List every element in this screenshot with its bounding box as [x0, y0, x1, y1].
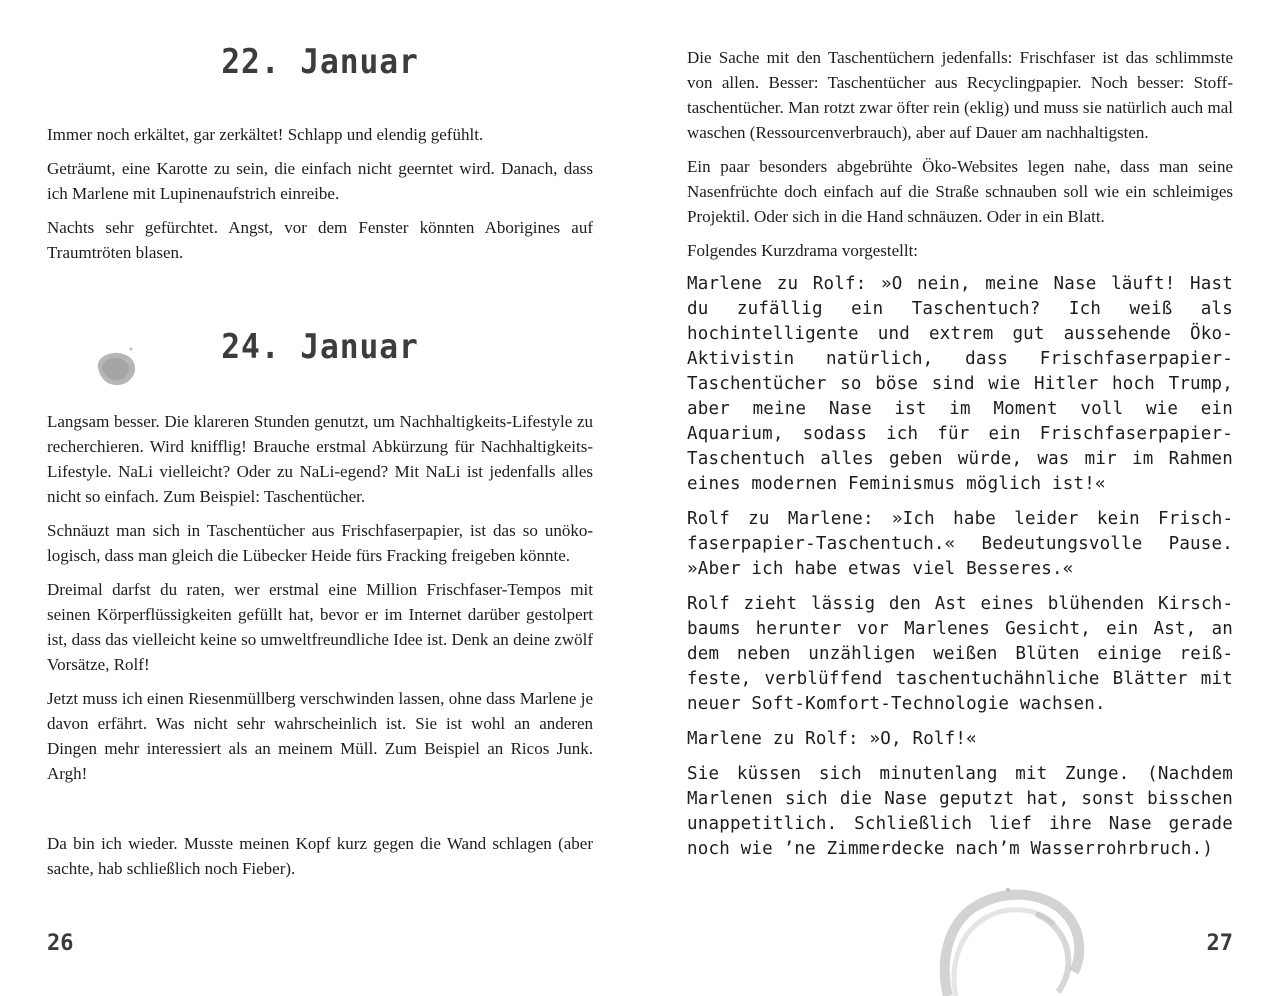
paragraph: Nachts sehr gefürchtet. Angst, vor dem Fenster könnten Aborigines auf Traumtröten blasen. [47, 218, 593, 262]
paragraph: Langsam besser. Die klareren Stunden genutzt, um Nachhaltigkeits-Lifestyle zu recherchieren. Wird knifflig! Brauche erstmal Abkürzung für Nachhaltigkeits-Lifestyle. NaLi vielleicht? Oder zu NaLi-egend? Mit NaLi ist jedenfalls alles nicht so einfach. Zum Beispiel: Taschentücher. [47, 412, 593, 506]
paragraph: Dreimal darfst du raten, wer erstmal eine Million Frischfaser-Tempos mit seinen Körperflüssigkeiten gefüllt hat, bevor er im Internet darüber gestolpert ist, dass das vielleicht keine so umweltfreundliche Idee ist. Denk an deine zwölf Vorsätze, Rolf! [47, 580, 593, 674]
right-page [640, 0, 1280, 996]
drama-paragraph: Rolf zieht lässig den Ast eines blühenden Kirschbaums herunter vor Marlenes Gesicht, ein Ast, an dem neben unzähligen weißen Blüten einige reißfeste, verblüffend taschentuchähnliche Blätter mit neuer Soft-Komfort-Technologie wachsen. [687, 594, 1233, 714]
drama-paragraph: Marlene zu Rolf: »O nein, meine Nase läuft! Hast du zufällig ein Taschentuch? Ich weiß als hochintelligente und extrem gut aussehende Öko-Aktivistin natürlich, dass Frischfaserpapier-Taschentücher so böse sind wie Hitler hoch Trump, aber meine Nase ist im Moment voll wie ein Aquarium, sodass ich für ein Frischfaserpapier-Taschentuch alles geben würde, was mir im Rahmen eines modernen Feminismus möglich ist!« [687, 274, 1233, 494]
paragraph: Die Sache mit den Taschentüchern jedenfalls: Frischfaser ist das schlimmste von allen. Besser: Taschentücher aus Recyclingpapier. Noch besser: Stofftaschentücher. Man rotzt zwar öfter rein (eklig) und muss sie natürlich auch mal waschen (Ressourcenverbrauch), aber auf Dauer am nachhaltigsten. [687, 48, 1233, 142]
coffee-stain-small-decoration [92, 346, 142, 390]
entry-heading-22-januar: 22. Januar [221, 42, 419, 82]
entry-22-januar [47, 122, 593, 265]
paragraph: Immer noch erkältet, gar zerkältet! Schlapp und elendig gefühlt. [47, 125, 484, 144]
entry-24-januar [47, 409, 593, 881]
coffee-ring-stain-decoration [936, 884, 1086, 996]
drama-paragraph: Rolf zu Marlene: »Ich habe leider kein Frischfaserpapier-Taschentuch.« Bedeutungsvolle Pause. »Aber ich habe etwas viel Besseres.« [687, 509, 1233, 579]
paragraph: Jetzt muss ich einen Riesenmüllberg verschwinden lassen, ohne dass Marlene je davon erfährt. Was nicht sehr wahrscheinlich ist. Sie ist wohl an anderen Dingen mehr interessiert als an meinem Müll. Zum Beispiel an Ricos Junk. Argh! [47, 689, 593, 783]
short-drama [687, 272, 1233, 862]
paragraph: Geträumt, eine Karotte zu sein, die einfach nicht geerntet wird. Danach, dass ich Marlene mit Lupinenaufstrich einreibe. [47, 159, 593, 203]
drama-paragraph: Sie küssen sich minutenlang mit Zunge. (Nachdem Marlenen sich die Nase geputzt hat, sonst bisschen unappetitlich. Schließlich lief ihre Nase gerade noch wie ’ne Zimmerdecke nach’m Wasserrohrbruch.) [687, 764, 1233, 859]
paragraph: Da bin ich wieder. Musste meinen Kopf kurz gegen die Wand schlagen (aber sachte, hab schließlich noch Fieber). [47, 834, 593, 878]
paragraph: Ein paar besonders abgebrühte Öko-Websites legen nahe, dass man seine Nasenfrüchte doch einfach auf die Straße schnauben soll wie ein schleimiges Projektil. Oder sich in die Hand schnäuzen. Oder in ein Blatt. [687, 157, 1233, 226]
entry-heading-24-januar: 24. Januar [221, 327, 419, 367]
page-number-left: 26 [47, 931, 74, 956]
paragraph: Schnäuzt man sich in Taschentücher aus Frischfaserpapier, ist das so unökologisch, dass man gleich die Lübecker Heide fürs Fracking freigeben könnte. [47, 521, 593, 565]
drama-paragraph: Marlene zu Rolf: »O, Rolf!« [687, 729, 977, 749]
paragraph: Folgendes Kurzdrama vorgestellt: [687, 241, 919, 260]
page-number-right: 27 [1206, 931, 1233, 956]
